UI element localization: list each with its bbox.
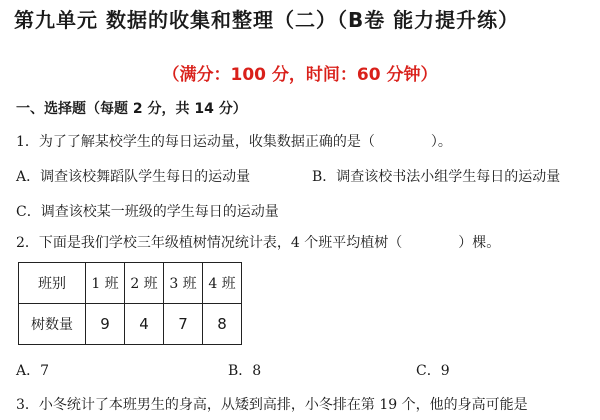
table-cell: 4 班 [203,263,242,304]
tree-planting-table [18,262,242,345]
table-cell: 树数量 [19,304,86,345]
question-1-option-b: B．调查该校书法小组学生每日的运动量 [312,169,561,185]
table-cell: 4 [125,304,164,345]
question-3-stem: 3．小冬统计了本班男生的身高，从矮到高排，小冬排在第 19 个，他的身高可能是 [16,397,528,413]
table-cell: 8 [203,304,242,345]
table-cell: 1 班 [86,263,125,304]
question-2-option-a: A．7 [16,363,50,379]
question-2-stem: 2．下面是我们学校三年级植树情况统计表，4 个班平均植树（ ）棵。 [16,235,501,251]
question-1-option-c: C．调查该校某一班级的学生每日的运动量 [16,204,279,220]
question-1-stem: 1．为了了解某校学生的每日运动量，收集数据正确的是（ ）。 [16,134,452,150]
table-cell: 班别 [19,263,86,304]
table-row [19,304,242,345]
page-title: 第九单元 数据的收集和整理（二）（B卷 能力提升练） [14,8,520,32]
table-cell: 3 班 [164,263,203,304]
question-2-option-b: B．8 [228,363,262,379]
table-cell: 9 [86,304,125,345]
table-cell: 2 班 [125,263,164,304]
table-header-row [19,263,242,304]
section-heading: 一、选择题（每题 2 分，共 14 分） [16,101,247,117]
exam-info: （满分：100 分，时间：60 分钟） [162,65,438,85]
question-2-option-c: C．9 [416,363,450,379]
question-1-option-a: A．调查该校舞蹈队学生每日的运动量 [16,169,251,185]
table-cell: 7 [164,304,203,345]
